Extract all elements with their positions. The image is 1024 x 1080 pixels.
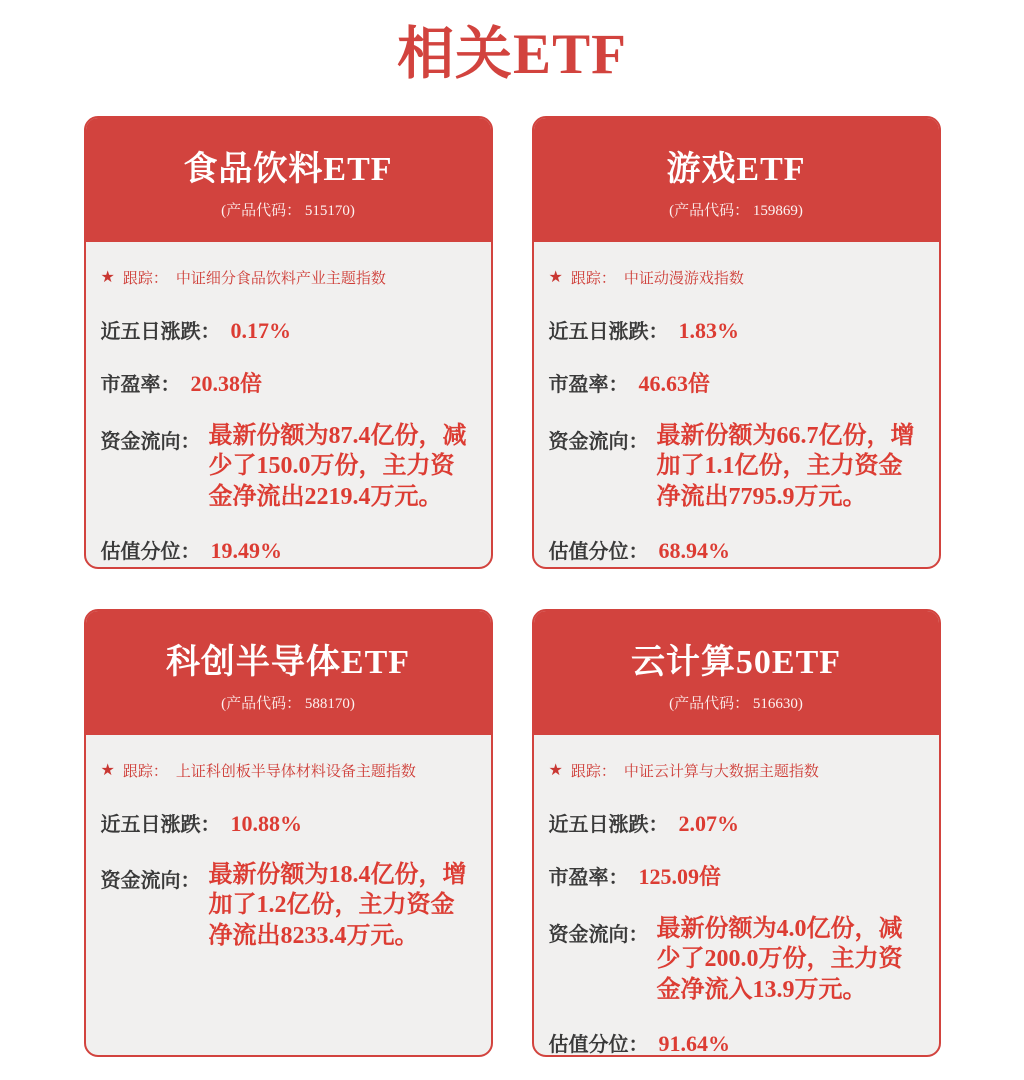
flow-value: 最新份额为87.4亿份，减少了150.0万份，主力资金净流出2219.4万元。 (208, 423, 467, 510)
pe-value: 20.38倍 (190, 371, 263, 396)
change-label: 近五日涨跌： (100, 814, 221, 836)
card-body (534, 242, 939, 569)
track-index-name: 中证细分食品饮料产业主题指数 (175, 270, 386, 287)
flow-row (549, 914, 924, 1005)
etf-card-gaming (532, 116, 941, 569)
card-body (86, 242, 491, 569)
card-body (86, 735, 491, 1055)
star-icon: ★ (100, 761, 115, 779)
etf-title: 游戏ETF (666, 150, 806, 188)
valuation-value: 91.64% (658, 1031, 730, 1057)
pe-label: 市盈率： (100, 374, 181, 396)
track-label: 跟踪： (570, 763, 616, 780)
track-index-name: 上证科创板半导体材料设备主题指数 (175, 763, 416, 780)
valuation-value: 19.49% (210, 538, 282, 564)
change-label: 近五日涨跌： (548, 814, 669, 836)
flow-value: 最新份额为18.4亿份，增加了1.2亿份，主力资金净流出8233.4万元。 (208, 862, 467, 949)
pe-label: 市盈率： (548, 374, 629, 396)
valuation-label: 估值分位： (548, 1034, 649, 1057)
card-header (534, 118, 939, 242)
change-label: 近五日涨跌： (100, 321, 221, 343)
track-label: 跟踪： (570, 270, 616, 287)
flow-row (101, 860, 476, 951)
track-index-name: 中证云计算与大数据主题指数 (623, 763, 819, 780)
change-row (101, 315, 476, 344)
etf-card-food-beverage (84, 116, 493, 569)
track-row (101, 760, 476, 781)
flow-value: 最新份额为66.7亿份，增加了1.1亿份，主力资金净流出7795.9万元。 (656, 423, 915, 510)
pe-label: 市盈率： (548, 867, 629, 889)
pe-row (101, 367, 476, 398)
etf-product-code: (产品代码： 516630) (669, 695, 803, 712)
track-row (549, 267, 924, 288)
change-value: 2.07% (678, 811, 739, 836)
change-row (101, 808, 476, 837)
track-label: 跟踪： (122, 270, 168, 287)
card-header (86, 118, 491, 242)
change-row (549, 315, 924, 344)
valuation-row (549, 1028, 924, 1057)
star-icon: ★ (548, 268, 563, 286)
pe-row (549, 860, 924, 891)
valuation-value: 68.94% (658, 538, 730, 564)
etf-card-grid (84, 116, 941, 1057)
change-value: 10.88% (230, 811, 302, 836)
flow-label: 资金流向： (100, 431, 201, 453)
etf-title: 科创半导体ETF (165, 643, 411, 681)
track-row (549, 760, 924, 781)
flow-row (549, 421, 924, 512)
card-header (86, 611, 491, 735)
flow-label: 资金流向： (100, 870, 201, 892)
change-value: 0.17% (230, 318, 291, 343)
valuation-label: 估值分位： (100, 541, 201, 564)
etf-title: 云计算50ETF (630, 643, 842, 681)
valuation-row (101, 535, 476, 564)
flow-label: 资金流向： (548, 924, 649, 946)
change-label: 近五日涨跌： (548, 321, 669, 343)
track-row (101, 267, 476, 288)
track-index-name: 中证动漫游戏指数 (623, 270, 744, 287)
flow-label: 资金流向： (548, 431, 649, 453)
flow-row (101, 421, 476, 512)
star-icon: ★ (100, 268, 115, 286)
card-header (534, 611, 939, 735)
etf-title: 食品饮料ETF (183, 150, 393, 188)
etf-product-code: (产品代码： 515170) (221, 202, 355, 219)
star-icon: ★ (548, 761, 563, 779)
etf-card-cloud-computing (532, 609, 941, 1057)
etf-product-code: (产品代码： 159869) (669, 202, 803, 219)
pe-value: 46.63倍 (638, 371, 711, 396)
page-title: 相关ETF (397, 23, 627, 86)
track-label: 跟踪： (122, 763, 168, 780)
pe-value: 125.09倍 (638, 864, 722, 889)
change-value: 1.83% (678, 318, 739, 343)
valuation-label: 估值分位： (548, 541, 649, 564)
flow-value: 最新份额为4.0亿份，减少了200.0万份，主力资金净流入13.9万元。 (656, 916, 903, 1003)
card-body (534, 735, 939, 1057)
change-row (549, 808, 924, 837)
valuation-row (549, 535, 924, 564)
etf-card-star-semiconductor (84, 609, 493, 1057)
pe-row (549, 367, 924, 398)
etf-product-code: (产品代码： 588170) (221, 695, 355, 712)
